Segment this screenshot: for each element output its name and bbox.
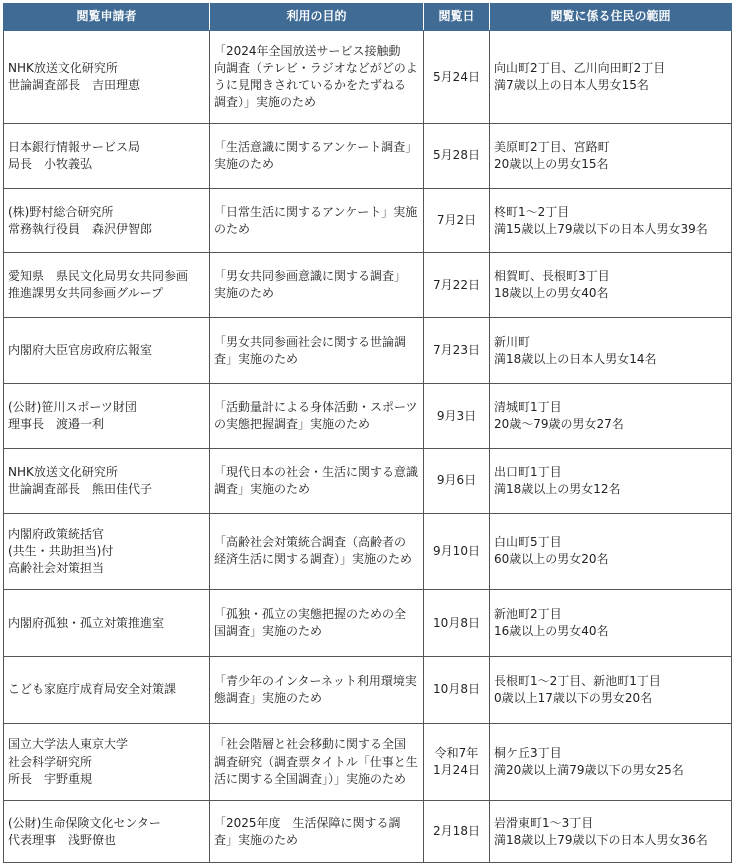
resident-scope-cell-line: 満18歳以上79歳以下の日本人男女36名 bbox=[494, 832, 708, 847]
applicant-cell-line: 所長 宇野重規 bbox=[8, 771, 93, 786]
applicant-cell-line: 日本銀行情報サービス局 bbox=[8, 139, 141, 154]
perusal-records-table bbox=[3, 3, 732, 863]
resident-scope-cell-line: 満18歳以上の男女12名 bbox=[494, 481, 621, 496]
purpose-cell bbox=[210, 124, 424, 189]
table-row bbox=[4, 513, 732, 590]
resident-scope-cell bbox=[490, 513, 732, 590]
purpose-cell-line: 「青少年のインターネット利用環境実 bbox=[214, 673, 417, 688]
perusal-date-cell bbox=[424, 384, 490, 449]
resident-scope-cell-line: 岩滑東町1～3丁目 bbox=[494, 815, 594, 830]
purpose-cell-line: 実施のため bbox=[214, 286, 275, 301]
purpose-cell-line: 「社会階層と社会移動に関する全国 bbox=[214, 737, 407, 752]
perusal-date-cell-line: 7月2日 bbox=[436, 213, 477, 228]
purpose-cell-line: 態調査」実施のため bbox=[214, 690, 323, 705]
table-row bbox=[4, 188, 732, 253]
header-perusal-date: 閲覧日 bbox=[424, 4, 490, 31]
purpose-cell-line: の実態把握調査」実施のため bbox=[214, 417, 371, 432]
resident-scope-cell bbox=[490, 384, 732, 449]
resident-scope-cell bbox=[490, 590, 732, 657]
applicant-cell-line: 内閣府政策統括官 bbox=[8, 526, 105, 541]
perusal-date-cell-line: 令和7年 bbox=[434, 745, 479, 760]
perusal-date-cell bbox=[424, 657, 490, 724]
perusal-date-cell-line: 9月3日 bbox=[436, 408, 477, 423]
resident-scope-cell-line: 相賀町、長根町3丁目 bbox=[494, 269, 610, 284]
resident-scope-cell-line: 清城町1丁目 bbox=[494, 400, 562, 415]
purpose-cell bbox=[210, 801, 424, 863]
applicant-cell bbox=[4, 723, 210, 801]
perusal-date-cell bbox=[424, 590, 490, 657]
purpose-cell-line: 向調査（テレビ・ラジオなどがどのよ bbox=[214, 61, 418, 76]
perusal-date-cell bbox=[424, 801, 490, 863]
header-resident-scope: 閲覧に係る住民の範囲 bbox=[490, 4, 732, 31]
resident-scope-cell bbox=[490, 124, 732, 189]
purpose-cell-line: 査」実施のため bbox=[214, 832, 299, 847]
applicant-cell-line: 推進課男女共同参画グループ bbox=[8, 286, 164, 301]
perusal-date-cell bbox=[424, 124, 490, 189]
applicant-cell bbox=[4, 188, 210, 253]
resident-scope-cell-line: 満15歳以上79歳以下の日本人男女39名 bbox=[494, 221, 708, 236]
resident-scope-cell-line: 16歳以上の男女40名 bbox=[494, 624, 609, 639]
applicant-cell bbox=[4, 124, 210, 189]
resident-scope-cell-line: 満18歳以上の日本人男女14名 bbox=[494, 351, 657, 366]
purpose-cell bbox=[210, 513, 424, 590]
resident-scope-cell-line: 満20歳以上満79歳以下の男女25名 bbox=[494, 763, 684, 778]
purpose-cell-line: 国調査」実施のため bbox=[214, 624, 323, 639]
resident-scope-cell bbox=[490, 317, 732, 384]
purpose-cell bbox=[210, 317, 424, 384]
purpose-cell-line: 「高齢社会対策統合調査（高齢者の bbox=[214, 535, 407, 550]
purpose-cell bbox=[210, 253, 424, 318]
table-row bbox=[4, 124, 732, 189]
table-body bbox=[4, 31, 732, 863]
resident-scope-cell-line: 0歳以上17歳以下の男女20名 bbox=[494, 690, 653, 705]
applicant-cell-line: NHK放送文化研究所 bbox=[8, 464, 118, 479]
table-header-row bbox=[4, 4, 732, 31]
applicant-cell bbox=[4, 384, 210, 449]
perusal-date-cell-line: 2月18日 bbox=[433, 824, 480, 839]
applicant-cell-line: こども家庭庁成育局安全対策課 bbox=[8, 682, 177, 697]
purpose-cell bbox=[210, 449, 424, 514]
header-purpose: 利用の目的 bbox=[210, 4, 424, 31]
applicant-cell bbox=[4, 590, 210, 657]
resident-scope-cell bbox=[490, 657, 732, 724]
table-row bbox=[4, 317, 732, 384]
resident-scope-cell-line: 桐ケ丘3丁目 bbox=[494, 745, 562, 760]
resident-scope-cell-line: 20歳～79歳の男女27名 bbox=[494, 417, 624, 432]
applicant-cell-line: 常務執行役員 森沢伊智郎 bbox=[8, 221, 153, 236]
perusal-date-cell-line: 10月8日 bbox=[433, 682, 480, 697]
applicant-cell-line: 国立大学法人東京大学 bbox=[8, 737, 129, 752]
applicant-cell bbox=[4, 449, 210, 514]
purpose-cell-line: 「日常生活に関するアンケート」実施 bbox=[214, 204, 418, 219]
table-row bbox=[4, 723, 732, 801]
table-row bbox=[4, 449, 732, 514]
perusal-date-cell-line: 9月6日 bbox=[436, 473, 477, 488]
perusal-date-cell bbox=[424, 188, 490, 253]
purpose-cell-line: 「2024年全国放送サービス接触動 bbox=[214, 44, 401, 59]
perusal-date-cell bbox=[424, 449, 490, 514]
table-row bbox=[4, 253, 732, 318]
table-row bbox=[4, 801, 732, 863]
purpose-cell bbox=[210, 384, 424, 449]
resident-scope-cell bbox=[490, 801, 732, 863]
applicant-cell-line: (株)野村総合研究所 bbox=[8, 204, 114, 219]
resident-scope-cell bbox=[490, 188, 732, 253]
purpose-cell-line: うに見聞きされているかをたずねる bbox=[214, 78, 407, 93]
purpose-cell-line: 査」実施のため bbox=[214, 351, 299, 366]
applicant-cell-line: 世論調査部長 吉田理恵 bbox=[8, 78, 141, 93]
applicant-cell-line: (共生・共助担当)付 bbox=[8, 543, 114, 558]
applicant-cell-line: 社会科学研究所 bbox=[8, 754, 93, 769]
resident-scope-cell bbox=[490, 31, 732, 124]
perusal-date-cell bbox=[424, 31, 490, 124]
applicant-cell-line: 世論調査部長 熊田佳代子 bbox=[8, 481, 153, 496]
resident-scope-cell bbox=[490, 723, 732, 801]
applicant-cell-line: 内閣府大臣官房政府広報室 bbox=[8, 343, 153, 358]
purpose-cell-line: 実施のため bbox=[214, 157, 275, 171]
applicant-cell-line: (公財)生命保険文化センター bbox=[8, 815, 161, 830]
purpose-cell-line: 活に関する全国調査」）」実施のため bbox=[214, 771, 407, 786]
purpose-cell-line: 経済生活に関する調査）」実施のため bbox=[214, 552, 413, 567]
resident-scope-cell-line: 向山町2丁目、乙川向田町2丁目 bbox=[494, 61, 666, 76]
purpose-cell bbox=[210, 657, 424, 724]
purpose-cell-line: 「2025年度 生活保障に関する調 bbox=[214, 815, 401, 830]
header-applicant: 閲覧申請者 bbox=[4, 4, 210, 31]
table-row bbox=[4, 657, 732, 724]
resident-scope-cell-line: 柊町1～2丁目 bbox=[494, 204, 570, 219]
table-row bbox=[4, 590, 732, 657]
purpose-cell-line: 「活動量計による身体活動・スポーツ bbox=[214, 400, 418, 415]
resident-scope-cell bbox=[490, 449, 732, 514]
resident-scope-cell-line: 長根町1～2丁目、新池町1丁目 bbox=[494, 673, 661, 688]
purpose-cell bbox=[210, 31, 424, 124]
applicant-cell-line: (公財)笹川スポーツ財団 bbox=[8, 400, 137, 415]
purpose-cell bbox=[210, 590, 424, 657]
applicant-cell bbox=[4, 657, 210, 724]
resident-scope-cell-line: 出口町1丁目 bbox=[494, 464, 562, 479]
applicant-cell-line: 愛知県 県民文化局男女共同参画 bbox=[8, 269, 189, 284]
resident-scope-cell-line: 新池町2丁目 bbox=[494, 607, 562, 622]
perusal-date-cell-line: 5月28日 bbox=[433, 148, 480, 163]
perusal-date-cell-line: 1月24日 bbox=[433, 763, 480, 778]
resident-scope-cell-line: 60歳以上の男女20名 bbox=[494, 552, 609, 567]
purpose-cell-line: 調査」実施のため bbox=[214, 481, 311, 496]
resident-scope-cell-line: 18歳以上の男女40名 bbox=[494, 286, 609, 301]
applicant-cell-line: 代表理事 浅野僚也 bbox=[8, 832, 117, 847]
perusal-date-cell-line: 9月10日 bbox=[433, 543, 480, 558]
purpose-cell bbox=[210, 188, 424, 253]
resident-scope-cell-line: 白山町5丁目 bbox=[494, 535, 562, 550]
perusal-date-cell-line: 7月22日 bbox=[433, 277, 480, 292]
resident-scope-cell-line: 新川町 bbox=[494, 334, 531, 349]
purpose-cell bbox=[210, 723, 424, 801]
perusal-date-cell-line: 7月23日 bbox=[433, 343, 480, 358]
purpose-cell-line: 「男女共同参画社会に関する世論調 bbox=[214, 334, 407, 349]
applicant-cell bbox=[4, 801, 210, 863]
perusal-date-cell bbox=[424, 253, 490, 318]
applicant-cell-line: 内閣府孤独・孤立対策推進室 bbox=[8, 615, 165, 630]
applicant-cell bbox=[4, 31, 210, 124]
purpose-cell-line: 「生活意識に関するアンケート調査」 bbox=[214, 139, 418, 154]
perusal-date-cell bbox=[424, 723, 490, 801]
table-row bbox=[4, 31, 732, 124]
resident-scope-cell-line: 美原町2丁目、宮路町 bbox=[494, 139, 610, 154]
resident-scope-cell-line: 満7歳以上の日本人男女15名 bbox=[494, 78, 649, 93]
resident-scope-cell-line: 20歳以上の男女15名 bbox=[494, 157, 609, 171]
applicant-cell bbox=[4, 513, 210, 590]
perusal-date-cell-line: 5月24日 bbox=[433, 69, 480, 84]
table-row bbox=[4, 384, 732, 449]
applicant-cell bbox=[4, 317, 210, 384]
purpose-cell-line: 「孤独・孤立の実態把握のための全 bbox=[214, 607, 407, 622]
purpose-cell-line: 調査）」実施のため bbox=[214, 95, 317, 110]
applicant-cell-line: NHK放送文化研究所 bbox=[8, 61, 118, 76]
purpose-cell-line: 調査研究（調査票タイトル「仕事と生 bbox=[214, 754, 418, 769]
perusal-date-cell bbox=[424, 513, 490, 590]
purpose-cell-line: 「現代日本の社会・生活に関する意識 bbox=[214, 464, 419, 479]
applicant-cell bbox=[4, 253, 210, 318]
applicant-cell-line: 高齢社会対策担当 bbox=[8, 561, 105, 575]
applicant-cell-line: 理事長 渡邉一利 bbox=[8, 417, 105, 432]
resident-scope-cell bbox=[490, 253, 732, 318]
purpose-cell-line: 「男女共同参画意識に関する調査」 bbox=[214, 269, 407, 284]
perusal-date-cell-line: 10月8日 bbox=[433, 615, 480, 630]
perusal-date-cell bbox=[424, 317, 490, 384]
applicant-cell-line: 局長 小牧義弘 bbox=[8, 157, 93, 171]
purpose-cell-line: のため bbox=[214, 221, 251, 236]
